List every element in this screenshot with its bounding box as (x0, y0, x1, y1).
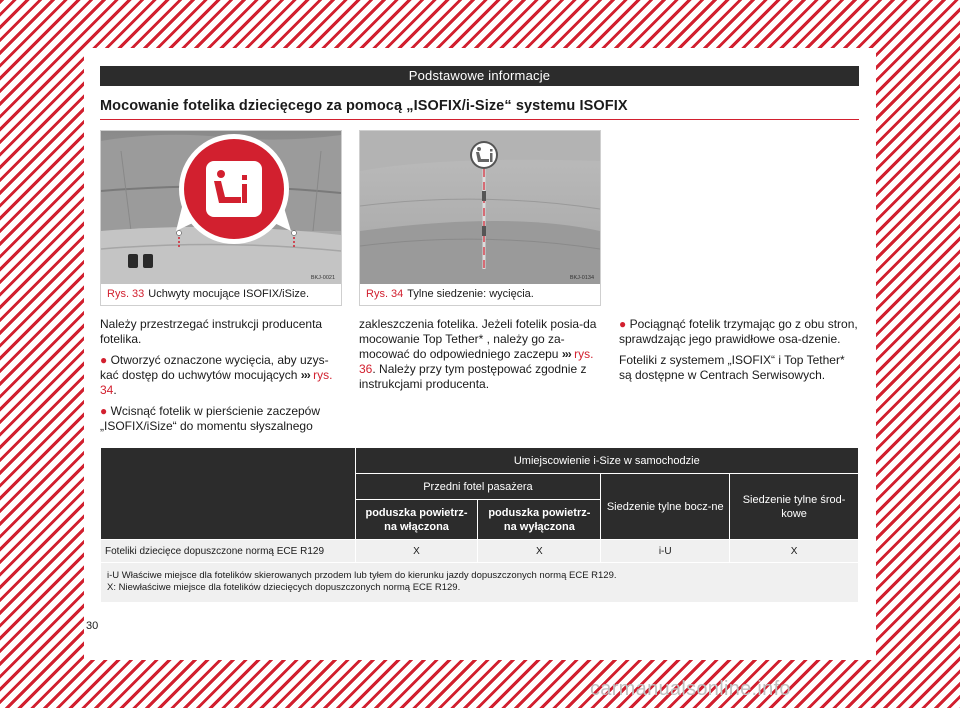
intro-paragraph: Należy przestrzegać instrukcji producenta fotelika. (100, 317, 323, 346)
bullet-end: . (113, 383, 117, 397)
continued-paragraph (359, 317, 599, 392)
image-code: BKJ-0021 (310, 275, 335, 281)
airbag-on-header: poduszka powietrz-na włączona (355, 500, 478, 540)
rear-side-header: Siedzenie tylne bocz-ne (601, 474, 730, 540)
bullet-text: Wcisnąć fotelik w pierścienie zaczepów „ISOFIX/iSize“ do momentu słyszalnego (100, 404, 321, 433)
airbag-off-header: poduszka powietrz-na wyłączona (478, 500, 601, 540)
page-header: Podstawowe informacje (100, 66, 859, 86)
bullet-icon: ● (619, 317, 627, 331)
cell-rear-center: X (730, 540, 859, 563)
figure-34 (359, 130, 601, 306)
caption-text: Tylne siedzenie: wycięcia. (407, 288, 534, 300)
reference-arrows: ››› (300, 368, 310, 382)
figure-reference-link[interactable]: rys. 36 (359, 347, 594, 376)
instruction-bullet (619, 317, 859, 347)
bullet-text: Otworzyć oznaczone wycięcia, aby uzys-kać dostęp do uchwytów mocujących (100, 353, 329, 382)
table-note-row (101, 563, 859, 603)
cell-airbag-on: X (355, 540, 478, 563)
figure-caption (366, 288, 534, 300)
cell-rear-side: i-U (601, 540, 730, 563)
text-column-2 (359, 317, 599, 398)
bullet-text: Pociągnąć fotelik trzymając go z obu stron, sprawdzając jego prawidłowe osa-dzenie. (619, 317, 858, 346)
note-line: i-U Właściwe miejsce dla fotelików skierowanych przodem lub tyłem do kierunku jazdy dopuszczonych normą ECE R129. (107, 570, 617, 581)
row-label: Foteliki dziecięce dopuszczone normą ECE R129 (101, 540, 356, 563)
table-row (101, 540, 859, 563)
front-seat-header: Przedni fotel pasażera (355, 474, 601, 500)
text-column-1 (100, 317, 340, 440)
bullet-icon: ● (100, 353, 108, 367)
rear-center-header: Siedzenie tylne środ-kowe (730, 474, 859, 540)
availability-paragraph: Foteliki z systemem „ISOFIX“ i Top Tether* są dostępne w Centrach Serwisowych. (619, 353, 845, 382)
image-code: BKJ-0134 (569, 275, 594, 281)
figure-number: Rys. 34 (366, 288, 404, 300)
page-number: 30 (86, 620, 99, 632)
isize-table (100, 447, 859, 603)
paragraph-text: zakleszczenia fotelika. Jeżeli fotelik posia-da mocowanie Top Tether* , należy go za-mocować do odpowiedniego zaczepu (359, 317, 597, 361)
title-divider (100, 119, 859, 120)
paragraph-text-end: . Należy przy tym postępować zgodnie z instrukcjami producenta. (359, 362, 587, 391)
bullet-icon: ● (100, 404, 108, 418)
table-main-header: Umiejscowienie i-Size w samochodzie (355, 448, 858, 474)
reference-arrows: ››› (561, 347, 571, 361)
figure-33 (100, 130, 342, 306)
figure-number: Rys. 33 (107, 288, 145, 300)
isofix-anchors-photo (101, 131, 341, 284)
figure-reference-link[interactable]: rys. 34 (100, 368, 333, 397)
note-line: X: Niewłaściwe miejsce dla fotelików dziecięcych dopuszczonych normą ECE R129. (107, 582, 461, 593)
table-corner-cell (101, 448, 356, 540)
instruction-bullet (100, 353, 340, 398)
instruction-bullet (100, 404, 340, 434)
table-note (101, 563, 859, 603)
cell-airbag-off: X (478, 540, 601, 563)
caption-text: Uchwyty mocujące ISOFIX/iSize. (148, 288, 310, 300)
figure-caption (107, 288, 309, 300)
text-column-3 (619, 317, 859, 389)
watermark: carmanualsonline.info (590, 678, 791, 700)
rear-seat-cutouts-photo (360, 131, 600, 284)
section-title: Mocowanie fotelika dziecięcego za pomocą „ISOFIX/i-Size“ systemu ISOFIX (100, 98, 628, 114)
